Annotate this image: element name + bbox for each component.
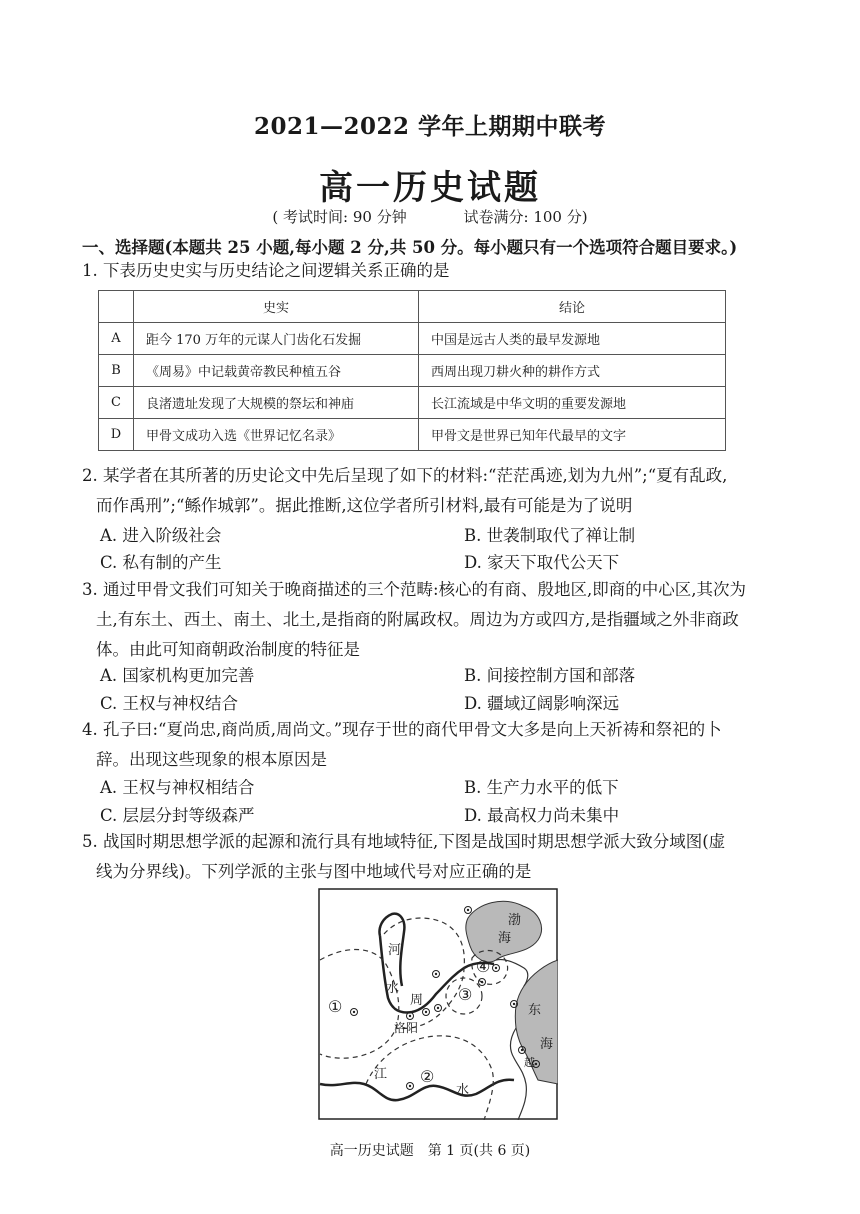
label-shui2: 水 xyxy=(456,1083,470,1098)
label-zhou: 周 xyxy=(410,993,424,1008)
label-yue: 越 xyxy=(524,1056,535,1069)
option-b[interactable]: B. 间接控制方国和部落 xyxy=(464,666,636,685)
label-dong: 东 xyxy=(528,1003,542,1018)
question-3-options-row-2 xyxy=(100,690,780,718)
table-row xyxy=(99,419,726,451)
table-row xyxy=(99,323,726,355)
option-a[interactable]: A. 王权与神权相结合 xyxy=(100,778,255,797)
question-5-line-2: 线为分界线)。下列学派的主张与图中地域代号对应正确的是 xyxy=(96,862,532,881)
label-he: 河 xyxy=(388,943,402,958)
question-5-line-1: 5. 战国时期思想学派的起源和流行具有地域特征,下图是战国时期思想学派大致分域图(虚 xyxy=(82,832,726,851)
label-jiang: 江 xyxy=(374,1067,388,1082)
question-2-options-row-2 xyxy=(100,549,780,577)
option-a[interactable]: A. 国家机构更加完善 xyxy=(100,666,255,685)
exam-series-title: 2021—2022 学年上期期中联考 xyxy=(253,113,607,140)
table-header-cell xyxy=(99,291,134,323)
question-2-line-1: 2. 某学者在其所著的历史论文中先后呈现了如下的材料:“茫茫禹迹,划为九州”;“夏有乱政, xyxy=(82,466,728,485)
label-shui: 水 xyxy=(386,981,400,996)
table-cell: 距今 170 万年的元谋人门齿化石发掘 xyxy=(134,323,419,355)
question-4-line-1: 4. 孔子曰:“夏尚忠,商尚质,周尚文。”现存于世的商代甲骨文大多是向上天祈祷和祭祀的卜 xyxy=(82,720,722,739)
question-3-stem xyxy=(82,575,782,665)
full-score: 试卷满分: 100 分) xyxy=(463,208,588,226)
question-3-line-3: 体。由此可知商朝政治制度的特征是 xyxy=(96,640,360,659)
label-hai2: 海 xyxy=(540,1037,554,1052)
table-cell: D xyxy=(99,419,134,451)
table-header-row xyxy=(99,291,726,323)
table-cell: A xyxy=(99,323,134,355)
table-cell: 甲骨文是世界已知年代最早的文字 xyxy=(419,419,726,451)
question-4-stem xyxy=(82,715,782,775)
section-heading: 一、选择题(本题共 25 小题,每小题 2 分,共 50 分。每小题只有一个选项符合题目要求。) xyxy=(82,238,738,257)
label-region-1: ① xyxy=(328,997,343,1016)
table-cell: 西周出现刀耕火种的耕作方式 xyxy=(419,355,726,387)
question-2-stem xyxy=(82,461,782,521)
question-4-line-2: 辞。出现这些现象的根本原因是 xyxy=(96,750,327,769)
table-cell: 《周易》中记载黄帝教民种植五谷 xyxy=(134,355,419,387)
page-footer: 高一历史试题 第 1 页(共 6 页) xyxy=(329,1143,531,1159)
table-cell: B xyxy=(99,355,134,387)
question-4-options-row-1 xyxy=(100,774,780,802)
question-3-line-2: 土,有东土、西土、南土、北土,是指商的附属政权。周边为方或四方,是指疆域之外非商政 xyxy=(96,610,739,629)
table-row xyxy=(99,355,726,387)
table-cell: 长江流域是中华文明的重要发源地 xyxy=(419,387,726,419)
label-region-4: ④ xyxy=(476,957,491,976)
label-region-3: ③ xyxy=(458,985,473,1004)
label-region-2: ② xyxy=(420,1067,435,1086)
label-luoyang: 洛阳 xyxy=(394,1021,419,1035)
question-2-options-row-1 xyxy=(100,522,780,550)
option-c[interactable]: C. 层层分封等级森严 xyxy=(100,806,255,825)
option-b[interactable]: B. 世袭制取代了禅让制 xyxy=(464,526,636,545)
label-bo: 渤 xyxy=(508,913,522,928)
option-a[interactable]: A. 进入阶级社会 xyxy=(100,526,222,545)
question-5-stem xyxy=(82,827,782,887)
question-3-options-row-1 xyxy=(100,662,780,690)
question-4-options-row-2 xyxy=(100,802,780,830)
option-d[interactable]: D. 疆域辽阔影响深远 xyxy=(464,694,620,713)
table-header-cell: 结论 xyxy=(419,291,726,323)
table-cell: 良渚遗址发现了大规模的祭坛和神庙 xyxy=(134,387,419,419)
table-row xyxy=(99,387,726,419)
option-d[interactable]: D. 最高权力尚未集中 xyxy=(464,806,620,825)
option-c[interactable]: C. 私有制的产生 xyxy=(100,553,222,572)
question-3-line-1: 3. 通过甲骨文我们可知关于晚商描述的三个范畴:核心的有商、殷地区,即商的中心区,其次为 xyxy=(82,580,747,599)
question-1-stem: 1. 下表历史史实与历史结论之间逻辑关系正确的是 xyxy=(82,261,450,280)
question-1-table xyxy=(98,290,726,451)
table-header-cell: 史实 xyxy=(134,291,419,323)
exam-info xyxy=(0,206,860,227)
table-cell: 甲骨文成功入选《世界记忆名录》 xyxy=(134,419,419,451)
option-b[interactable]: B. 生产力水平的低下 xyxy=(464,778,619,797)
page-title: 高一历史试题 xyxy=(319,168,541,208)
question-2-line-2: 而作禹刑”;“鲧作城郭”。据此推断,这位学者所引材料,最有可能是为了说明 xyxy=(96,496,633,515)
table-cell: C xyxy=(99,387,134,419)
label-hai: 海 xyxy=(498,931,512,946)
exam-time: ( 考试时间: 90 分钟 xyxy=(272,208,407,226)
warring-states-schools-map xyxy=(318,888,558,1120)
option-d[interactable]: D. 家天下取代公天下 xyxy=(464,553,620,572)
table-cell: 中国是远古人类的最早发源地 xyxy=(419,323,726,355)
option-c[interactable]: C. 王权与神权结合 xyxy=(100,694,239,713)
